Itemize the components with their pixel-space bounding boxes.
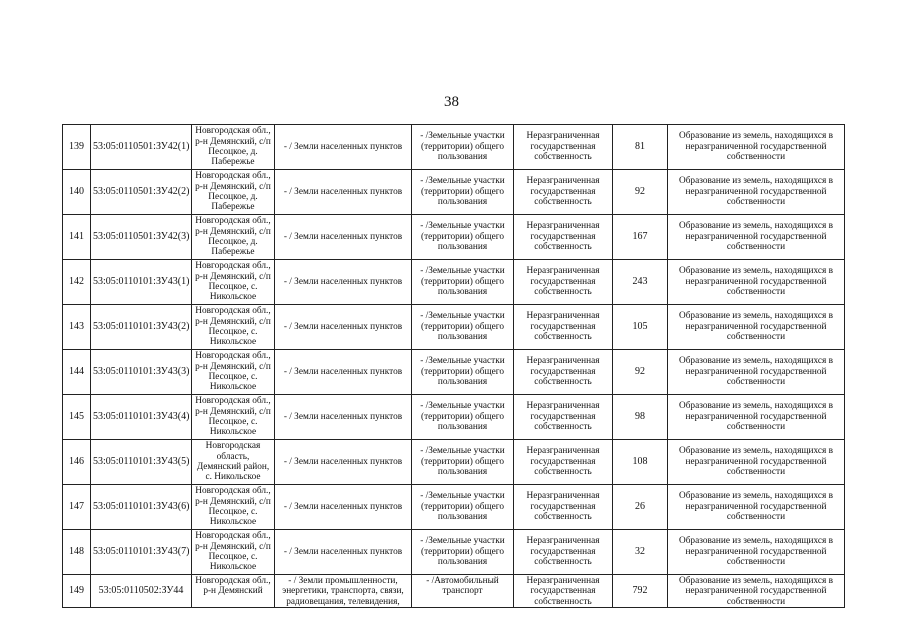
ownership: Неразграниченная государственная собственность: [514, 350, 613, 395]
area: 792: [613, 575, 668, 608]
permitted-use: - /Земельные участки (территории) общего пользования: [412, 305, 514, 350]
cadastral-number: 53:05:0110101:ЗУ43(7): [91, 530, 192, 575]
formation-method: Образование из земель, находящихся в неразграниченной государственной собственности: [668, 305, 845, 350]
page-number: 38: [444, 94, 459, 110]
cadastral-number: 53:05:0110101:ЗУ43(4): [91, 395, 192, 440]
table-row: [63, 440, 845, 485]
land-plots-table: [62, 124, 845, 608]
table-row: [63, 125, 845, 170]
land-category: - / Земли населенных пунктов: [275, 215, 412, 260]
row-number: 145: [63, 395, 91, 440]
land-category: - / Земли населенных пунктов: [275, 530, 412, 575]
ownership: Неразграниченная государственная собственность: [514, 305, 613, 350]
formation-method: Образование из земель, находящихся в неразграниченной государственной собственности: [668, 395, 845, 440]
area: 26: [613, 485, 668, 530]
location: Новгородская обл., р-н Демянский, с/п Песоцкое, с. Никольское: [192, 305, 275, 350]
row-number: 143: [63, 305, 91, 350]
row-number: 139: [63, 125, 91, 170]
cadastral-number: 53:05:0110101:ЗУ43(1): [91, 260, 192, 305]
permitted-use: - /Автомобильный транспорт: [412, 575, 514, 608]
permitted-use: - /Земельные участки (территории) общего пользования: [412, 395, 514, 440]
area: 92: [613, 170, 668, 215]
permitted-use: - /Земельные участки (территории) общего пользования: [412, 530, 514, 575]
cadastral-number: 53:05:0110101:ЗУ43(6): [91, 485, 192, 530]
table-row: [63, 575, 845, 608]
table-row: [63, 350, 845, 395]
formation-method: Образование из земель, находящихся в неразграниченной государственной собственности: [668, 575, 845, 608]
permitted-use: - /Земельные участки (территории) общего пользования: [412, 485, 514, 530]
land-category: - / Земли населенных пунктов: [275, 260, 412, 305]
ownership: Неразграниченная государственная собственность: [514, 395, 613, 440]
cadastral-number: 53:05:0110501:ЗУ42(3): [91, 215, 192, 260]
land-category: - / Земли населенных пунктов: [275, 395, 412, 440]
permitted-use: - /Земельные участки (территории) общего пользования: [412, 440, 514, 485]
formation-method: Образование из земель, находящихся в неразграниченной государственной собственности: [668, 125, 845, 170]
table-row: [63, 215, 845, 260]
area: 167: [613, 215, 668, 260]
formation-method: Образование из земель, находящихся в неразграниченной государственной собственности: [668, 170, 845, 215]
land-category: - / Земли населенных пунктов: [275, 440, 412, 485]
ownership: Неразграниченная государственная собственность: [514, 575, 613, 608]
formation-method: Образование из земель, находящихся в неразграниченной государственной собственности: [668, 260, 845, 305]
row-number: 149: [63, 575, 91, 608]
land-category: - / Земли населенных пунктов: [275, 125, 412, 170]
location: Новгородская обл., р-н Демянский, с/п Песоцкое, с. Никольское: [192, 395, 275, 440]
table-row: [63, 395, 845, 440]
ownership: Неразграниченная государственная собственность: [514, 260, 613, 305]
ownership: Неразграниченная государственная собственность: [514, 125, 613, 170]
location: Новгородская обл., р-н Демянский: [192, 575, 275, 608]
location: Новгородская обл., р-н Демянский, с/п Песоцкое, д. Пабережье: [192, 215, 275, 260]
permitted-use: - /Земельные участки (территории) общего пользования: [412, 350, 514, 395]
row-number: 140: [63, 170, 91, 215]
location: Новгородская область, Демянский район, с. Никольское: [192, 440, 275, 485]
row-number: 146: [63, 440, 91, 485]
land-category: - / Земли населенных пунктов: [275, 485, 412, 530]
land-category: - / Земли населенных пунктов: [275, 170, 412, 215]
land-category: - / Земли промышленности, энергетики, транспорта, связи, радиовещания, телевидения,: [275, 575, 412, 608]
cadastral-number: 53:05:0110101:ЗУ43(2): [91, 305, 192, 350]
location: Новгородская обл., р-н Демянский, с/п Песоцкое, с. Никольское: [192, 485, 275, 530]
cadastral-number: 53:05:0110501:ЗУ42(2): [91, 170, 192, 215]
ownership: Неразграниченная государственная собственность: [514, 215, 613, 260]
formation-method: Образование из земель, находящихся в неразграниченной государственной собственности: [668, 215, 845, 260]
location: Новгородская обл., р-н Демянский, с/п Песоцкое, с. Никольское: [192, 350, 275, 395]
area: 32: [613, 530, 668, 575]
area: 243: [613, 260, 668, 305]
ownership: Неразграниченная государственная собственность: [514, 530, 613, 575]
ownership: Неразграниченная государственная собственность: [514, 440, 613, 485]
formation-method: Образование из земель, находящихся в неразграниченной государственной собственности: [668, 440, 845, 485]
table-row: [63, 530, 845, 575]
land-category: - / Земли населенных пунктов: [275, 305, 412, 350]
row-number: 148: [63, 530, 91, 575]
permitted-use: - /Земельные участки (территории) общего пользования: [412, 170, 514, 215]
ownership: Неразграниченная государственная собственность: [514, 170, 613, 215]
formation-method: Образование из земель, находящихся в неразграниченной государственной собственности: [668, 485, 845, 530]
formation-method: Образование из земель, находящихся в неразграниченной государственной собственности: [668, 530, 845, 575]
table-row: [63, 485, 845, 530]
area: 81: [613, 125, 668, 170]
location: Новгородская обл., р-н Демянский, с/п Песоцкое, д. Пабережье: [192, 125, 275, 170]
row-number: 147: [63, 485, 91, 530]
area: 98: [613, 395, 668, 440]
land-category: - / Земли населенных пунктов: [275, 350, 412, 395]
cadastral-number: 53:05:0110501:ЗУ42(1): [91, 125, 192, 170]
area: 108: [613, 440, 668, 485]
permitted-use: - /Земельные участки (территории) общего пользования: [412, 125, 514, 170]
table-row: [63, 170, 845, 215]
cadastral-number: 53:05:0110101:ЗУ43(3): [91, 350, 192, 395]
location: Новгородская обл., р-н Демянский, с/п Песоцкое, с. Никольское: [192, 260, 275, 305]
table-row: [63, 260, 845, 305]
row-number: 142: [63, 260, 91, 305]
row-number: 144: [63, 350, 91, 395]
location: Новгородская обл., р-н Демянский, с/п Песоцкое, с. Никольское: [192, 530, 275, 575]
area: 105: [613, 305, 668, 350]
table-row: [63, 305, 845, 350]
ownership: Неразграниченная государственная собственность: [514, 485, 613, 530]
formation-method: Образование из земель, находящихся в неразграниченной государственной собственности: [668, 350, 845, 395]
permitted-use: - /Земельные участки (территории) общего пользования: [412, 215, 514, 260]
location: Новгородская обл., р-н Демянский, с/п Песоцкое, д. Пабережье: [192, 170, 275, 215]
area: 92: [613, 350, 668, 395]
cadastral-number: 53:05:0110101:ЗУ43(5): [91, 440, 192, 485]
cadastral-number: 53:05:0110502:ЗУ44: [91, 575, 192, 608]
row-number: 141: [63, 215, 91, 260]
permitted-use: - /Земельные участки (территории) общего пользования: [412, 260, 514, 305]
